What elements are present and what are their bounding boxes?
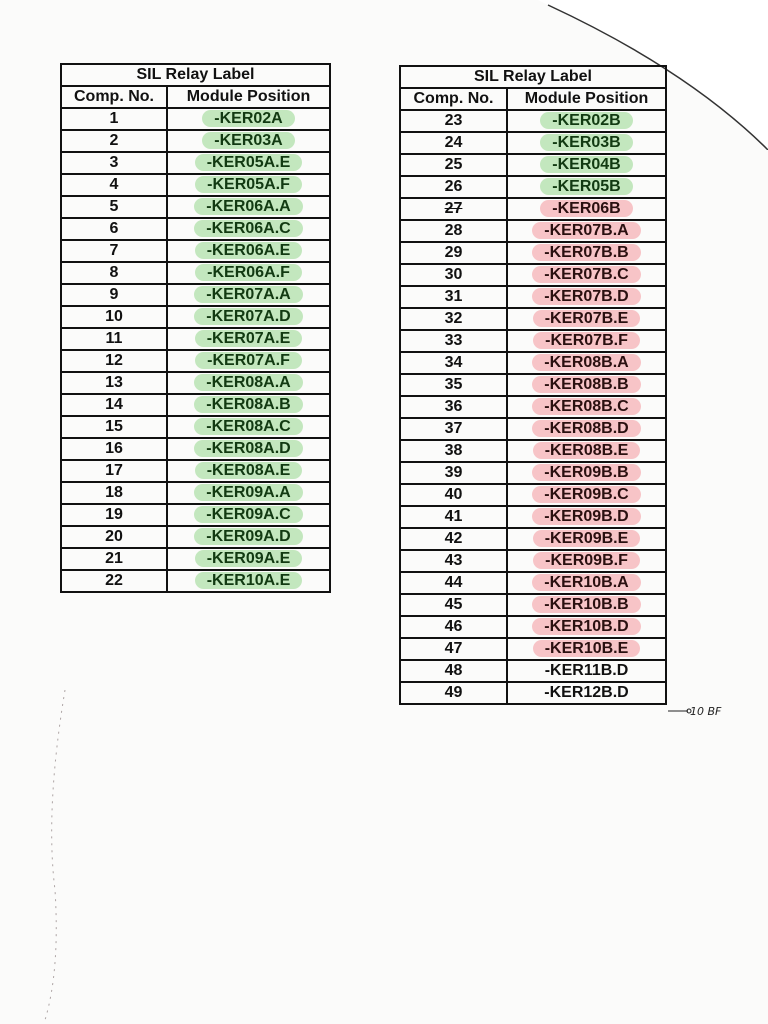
module-position-text: -KER07B.A <box>532 222 640 239</box>
comp-no-cell: 27 <box>400 198 507 220</box>
comp-no-cell: 30 <box>400 264 507 286</box>
table-row <box>400 176 666 198</box>
comp-no-cell: 6 <box>61 218 167 240</box>
module-position-cell <box>167 372 330 394</box>
comp-no-cell: 28 <box>400 220 507 242</box>
comp-no-cell: 2 <box>61 130 167 152</box>
comp-no-cell: 4 <box>61 174 167 196</box>
module-position-cell <box>167 526 330 548</box>
table-row <box>61 394 330 416</box>
comp-no-cell: 19 <box>61 504 167 526</box>
arrow-icon <box>668 707 692 715</box>
module-position-text: -KER09A.D <box>194 528 302 545</box>
module-position-text: -KER06A.E <box>195 242 303 259</box>
table-row <box>400 572 666 594</box>
table-row <box>61 218 330 240</box>
table-title: SIL Relay Label <box>400 66 666 88</box>
table-row <box>400 132 666 154</box>
module-position-text: -KER07A.E <box>195 330 303 347</box>
module-position-cell <box>507 594 666 616</box>
module-position-text: -KER10B.B <box>532 596 640 613</box>
module-position-text: -KER05B <box>540 178 632 195</box>
table-row <box>400 308 666 330</box>
table-row <box>400 418 666 440</box>
column-header-module-position: Module Position <box>507 88 666 110</box>
module-position-cell <box>167 218 330 240</box>
table-row <box>61 350 330 372</box>
comp-no-cell: 31 <box>400 286 507 308</box>
handwritten-note: 10 BF <box>690 705 722 718</box>
comp-no-cell: 38 <box>400 440 507 462</box>
module-position-text: -KER10B.D <box>532 618 640 635</box>
table-row <box>61 438 330 460</box>
table-row <box>61 240 330 262</box>
table-row <box>61 328 330 350</box>
module-position-text: -KER06B <box>540 200 632 217</box>
table-row <box>400 264 666 286</box>
module-position-text: -KER09B.D <box>532 508 640 525</box>
module-position-text: -KER08B.E <box>533 442 641 459</box>
comp-no-cell: 16 <box>61 438 167 460</box>
module-position-cell <box>507 374 666 396</box>
module-position-text: -KER09A.A <box>194 484 302 501</box>
module-position-text: -KER07A.A <box>194 286 302 303</box>
module-position-text: -KER08B.A <box>532 354 640 371</box>
table-body <box>400 110 666 704</box>
module-position-cell <box>507 242 666 264</box>
module-position-cell <box>507 440 666 462</box>
module-position-cell <box>507 638 666 660</box>
module-position-text: -KER05A.E <box>195 154 303 171</box>
module-position-cell <box>167 328 330 350</box>
comp-no-cell: 40 <box>400 484 507 506</box>
module-position-text: -KER09A.E <box>195 550 303 567</box>
comp-no-cell: 7 <box>61 240 167 262</box>
module-position-cell <box>167 570 330 592</box>
comp-no-cell: 13 <box>61 372 167 394</box>
module-position-cell <box>507 154 666 176</box>
module-position-cell <box>507 484 666 506</box>
table-row <box>400 110 666 132</box>
module-position-text: -KER07B.B <box>532 244 640 261</box>
comp-no-cell: 35 <box>400 374 507 396</box>
column-header-module-position: Module Position <box>167 86 330 108</box>
module-position-text: -KER10B.E <box>533 640 641 657</box>
comp-no-cell: 36 <box>400 396 507 418</box>
table-row <box>400 660 666 682</box>
module-position-cell <box>507 418 666 440</box>
module-position-text: -KER07B.D <box>532 288 640 305</box>
column-header-comp-no: Comp. No. <box>400 88 507 110</box>
module-position-cell <box>507 176 666 198</box>
table-row <box>400 484 666 506</box>
module-position-cell <box>167 306 330 328</box>
module-position-cell <box>507 506 666 528</box>
comp-no-cell: 33 <box>400 330 507 352</box>
comp-no-cell: 29 <box>400 242 507 264</box>
sil-relay-table-right <box>399 65 667 705</box>
module-position-cell <box>167 152 330 174</box>
module-position-cell <box>507 198 666 220</box>
module-position-text: -KER02A <box>202 110 294 127</box>
table-row <box>61 482 330 504</box>
module-position-cell <box>507 264 666 286</box>
comp-no-cell: 47 <box>400 638 507 660</box>
module-position-text: -KER03A <box>202 132 294 149</box>
comp-no-cell: 14 <box>61 394 167 416</box>
table-row <box>61 130 330 152</box>
module-position-cell <box>167 394 330 416</box>
module-position-text: -KER08A.D <box>194 440 302 457</box>
comp-no-cell: 25 <box>400 154 507 176</box>
table-row <box>400 352 666 374</box>
table-row <box>400 374 666 396</box>
module-position-cell <box>167 416 330 438</box>
module-position-text: -KER08A.C <box>194 418 302 435</box>
module-position-cell <box>167 504 330 526</box>
comp-no-cell: 10 <box>61 306 167 328</box>
comp-no-cell: 18 <box>61 482 167 504</box>
table-row <box>400 638 666 660</box>
comp-no-cell: 48 <box>400 660 507 682</box>
module-position-cell <box>507 286 666 308</box>
module-position-text: -KER09B.C <box>532 486 640 503</box>
table-body <box>61 108 330 592</box>
module-position-text: -KER09B.B <box>532 464 640 481</box>
comp-no-cell: 23 <box>400 110 507 132</box>
module-position-cell <box>167 438 330 460</box>
module-position-text: -KER07B.C <box>532 266 640 283</box>
module-position-text: -KER08A.E <box>195 462 303 479</box>
module-position-text: -KER10B.A <box>532 574 640 591</box>
module-position-text: -KER08B.B <box>532 376 640 393</box>
module-position-text: -KER02B <box>540 112 632 129</box>
table-row <box>61 284 330 306</box>
table-row <box>400 528 666 550</box>
module-position-cell <box>507 616 666 638</box>
table-title: SIL Relay Label <box>61 64 330 86</box>
module-position-cell <box>507 682 666 704</box>
module-position-text: -KER06A.C <box>194 220 302 237</box>
sil-relay-table-left <box>60 63 331 593</box>
comp-no-cell: 11 <box>61 328 167 350</box>
module-position-text: -KER06A.F <box>195 264 302 281</box>
comp-no-cell: 45 <box>400 594 507 616</box>
module-position-text: -KER11B.D <box>544 662 629 679</box>
table-row <box>61 460 330 482</box>
module-position-text: -KER05A.F <box>195 176 302 193</box>
module-position-cell <box>507 352 666 374</box>
comp-no-cell: 44 <box>400 572 507 594</box>
table-row <box>400 286 666 308</box>
table-row <box>400 198 666 220</box>
module-position-cell <box>507 396 666 418</box>
comp-no-cell: 21 <box>61 548 167 570</box>
module-position-cell <box>167 174 330 196</box>
module-position-text: -KER08B.D <box>532 420 640 437</box>
module-position-cell <box>167 460 330 482</box>
comp-no-cell: 22 <box>61 570 167 592</box>
table-row <box>61 196 330 218</box>
comp-no-cell: 37 <box>400 418 507 440</box>
module-position-cell <box>167 262 330 284</box>
column-header-comp-no: Comp. No. <box>61 86 167 108</box>
table-row <box>400 550 666 572</box>
module-position-cell <box>167 548 330 570</box>
module-position-cell <box>167 240 330 262</box>
comp-no-cell: 17 <box>61 460 167 482</box>
comp-no-cell: 9 <box>61 284 167 306</box>
scan-smudge <box>25 690 85 1020</box>
table-row <box>61 174 330 196</box>
module-position-text: -KER09B.F <box>533 552 640 569</box>
table-row <box>61 526 330 548</box>
comp-no-cell: 3 <box>61 152 167 174</box>
module-position-cell <box>507 528 666 550</box>
table-row <box>400 594 666 616</box>
comp-no-cell: 24 <box>400 132 507 154</box>
table-row <box>400 682 666 704</box>
table-row <box>61 262 330 284</box>
module-position-text: -KER12B.D <box>544 684 629 701</box>
module-position-cell <box>507 132 666 154</box>
table-row <box>61 548 330 570</box>
comp-no-cell: 49 <box>400 682 507 704</box>
table-row <box>400 462 666 484</box>
module-position-text: -KER07A.F <box>195 352 302 369</box>
table-row <box>400 396 666 418</box>
module-position-cell <box>167 482 330 504</box>
comp-no-cell: 46 <box>400 616 507 638</box>
comp-no-cell: 5 <box>61 196 167 218</box>
comp-no-cell: 8 <box>61 262 167 284</box>
module-position-text: -KER09A.C <box>194 506 302 523</box>
module-position-cell <box>507 660 666 682</box>
module-position-text: -KER09B.E <box>533 530 641 547</box>
comp-no-cell: 26 <box>400 176 507 198</box>
module-position-text: -KER03B <box>540 134 632 151</box>
table-row <box>61 306 330 328</box>
module-position-cell <box>507 572 666 594</box>
comp-no-cell: 34 <box>400 352 507 374</box>
comp-no-cell: 41 <box>400 506 507 528</box>
module-position-text: -KER08A.B <box>194 396 302 413</box>
table-row <box>400 440 666 462</box>
module-position-text: -KER08B.C <box>532 398 640 415</box>
module-position-text: -KER10A.E <box>195 572 303 589</box>
module-position-text: -KER07B.F <box>533 332 640 349</box>
module-position-cell <box>167 130 330 152</box>
table-row <box>61 372 330 394</box>
module-position-text: -KER07B.E <box>533 310 641 327</box>
module-position-text: -KER07A.D <box>194 308 302 325</box>
comp-no-cell: 1 <box>61 108 167 130</box>
comp-no-cell: 42 <box>400 528 507 550</box>
table-row <box>400 220 666 242</box>
module-position-cell <box>507 462 666 484</box>
module-position-cell <box>507 308 666 330</box>
table-row <box>400 506 666 528</box>
comp-no-cell: 32 <box>400 308 507 330</box>
comp-no-cell: 20 <box>61 526 167 548</box>
table-row <box>400 330 666 352</box>
module-position-text: -KER04B <box>540 156 632 173</box>
table-row <box>61 570 330 592</box>
table-row <box>61 108 330 130</box>
table-row <box>61 416 330 438</box>
module-position-cell <box>507 550 666 572</box>
table-row <box>400 616 666 638</box>
module-position-text: -KER08A.A <box>194 374 302 391</box>
table-row <box>61 152 330 174</box>
table-row <box>400 242 666 264</box>
module-position-cell <box>507 110 666 132</box>
module-position-cell <box>507 220 666 242</box>
module-position-cell <box>167 284 330 306</box>
module-position-cell <box>167 196 330 218</box>
comp-no-cell: 39 <box>400 462 507 484</box>
comp-no-cell: 43 <box>400 550 507 572</box>
module-position-cell <box>507 330 666 352</box>
comp-no-cell: 15 <box>61 416 167 438</box>
module-position-cell <box>167 108 330 130</box>
module-position-text: -KER06A.A <box>194 198 302 215</box>
table-row <box>61 504 330 526</box>
table-row <box>400 154 666 176</box>
module-position-cell <box>167 350 330 372</box>
comp-no-cell: 12 <box>61 350 167 372</box>
